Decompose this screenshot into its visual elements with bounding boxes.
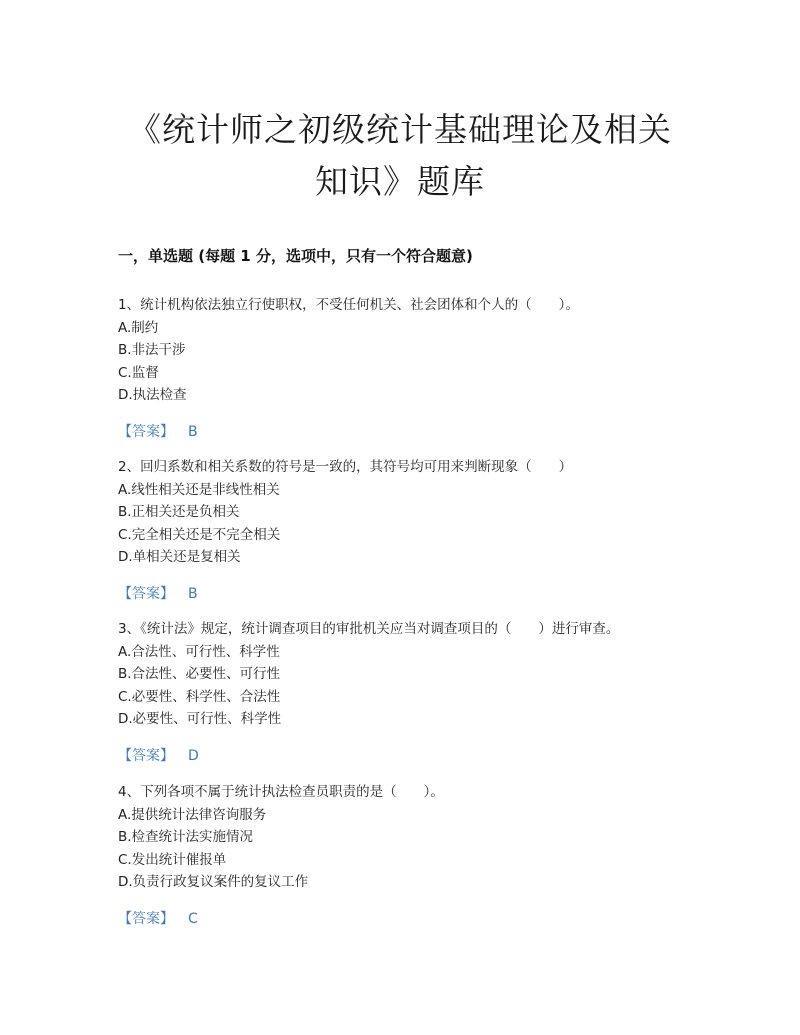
answer-value: C (188, 910, 198, 927)
answer-line (118, 745, 718, 767)
document-title-line-2: 知识》题库 (315, 162, 485, 201)
question-stem: 2、回归系数和相关系数的符号是一致的，其符号均可用来判断现象（ ） (118, 459, 573, 475)
question-stem: 3、《统计法》规定，统计调查项目的审批机关应当对调查项目的（ ）进行审查。 (118, 621, 620, 637)
question-2 (118, 456, 718, 605)
answer-line (118, 421, 718, 443)
answer-line (118, 583, 718, 605)
option-a: A.提供统计法律咨询服务 (118, 806, 267, 823)
answer-label: 【答案】 (118, 747, 174, 764)
option-b: B.检查统计法实施情况 (118, 829, 254, 845)
option-a: A.合法性、可行性、科学性 (118, 643, 280, 660)
question-stem: 4、下列各项不属于统计执法检查员职责的是（ ）。 (118, 784, 444, 800)
answer-label: 【答案】 (118, 910, 174, 927)
document-title-line-1: 《统计师之初级统计基础理论及相关 (128, 110, 672, 149)
option-b: B.合法性、必要性、可行性 (118, 666, 281, 682)
answer-value: B (188, 423, 198, 440)
option-d: D.负责行政复议案件的复议工作 (118, 874, 309, 890)
question-3 (118, 618, 718, 767)
option-c: C.必要性、科学性、合法性 (118, 688, 281, 705)
option-d: D.必要性、可行性、科学性 (118, 711, 282, 727)
option-a: A.线性相关还是非线性相关 (118, 481, 280, 498)
answer-label: 【答案】 (118, 585, 174, 602)
answer-label: 【答案】 (118, 423, 174, 440)
option-d: D.执法检查 (118, 387, 187, 403)
option-c: C.发出统计催报单 (118, 851, 227, 868)
question-stem: 1、统计机构依法独立行使职权，不受任何机关、社会团体和个人的（ ）。 (118, 297, 579, 313)
option-b: B.正相关还是负相关 (118, 504, 240, 520)
question-1 (118, 294, 718, 443)
section-heading: 一，单选题 (每题 1 分，选项中，只有一个符合题意) (118, 247, 473, 265)
answer-value: D (188, 747, 199, 764)
option-c: C.完全相关还是不完全相关 (118, 526, 281, 543)
answer-line (118, 908, 718, 930)
option-b: B.非法干涉 (118, 342, 186, 358)
answer-value: B (188, 585, 198, 602)
option-d: D.单相关还是复相关 (118, 549, 241, 565)
question-4 (118, 781, 718, 930)
option-a: A.制约 (118, 319, 159, 336)
option-c: C.监督 (118, 364, 159, 381)
